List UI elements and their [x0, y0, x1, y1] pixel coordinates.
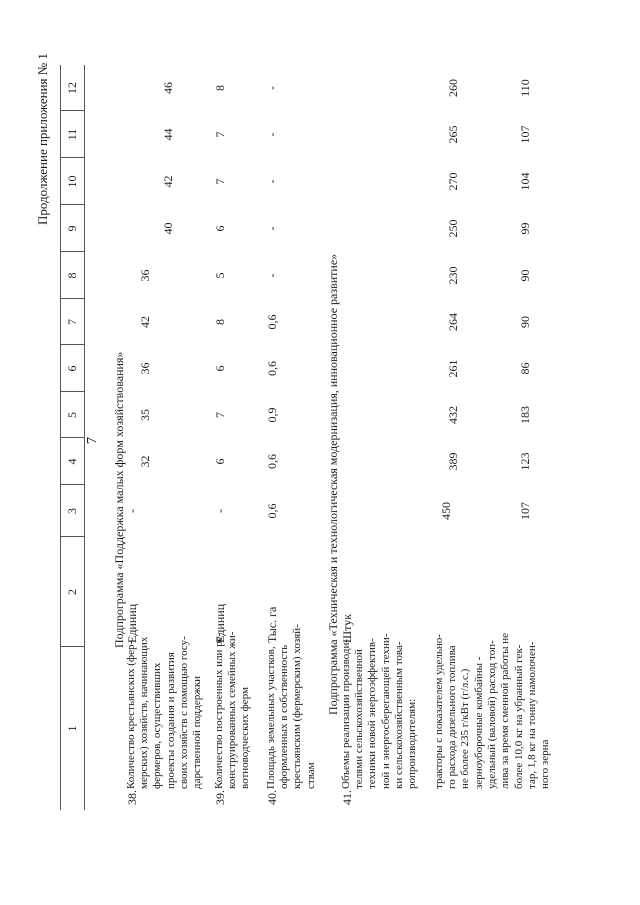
combines-label-line: лива за время сменной работы не: [499, 632, 512, 789]
tractors-col3: 450: [439, 502, 453, 520]
row-39-col7: 8: [213, 319, 227, 325]
row-41-label-line: ной и энергосберегающей техни-: [379, 633, 392, 789]
row-38-col9: 40: [161, 222, 175, 235]
row-40-col11: -: [265, 132, 279, 137]
row-41-tractors-label: [433, 634, 473, 789]
row-38-col12: 46: [161, 82, 175, 94]
row-38-col10: 42: [161, 175, 175, 188]
combines-label-line: ного зерна: [539, 739, 552, 789]
row-38-label-line: фермеров, осуществивших: [151, 662, 164, 789]
row-39-label-line: Количество построенных или ре-: [213, 632, 225, 789]
tractors-col5: 432: [446, 406, 460, 424]
row-40-col6: 0,6: [265, 361, 279, 376]
column-header-10: 10: [65, 175, 79, 188]
combines-col5: 183: [518, 406, 532, 424]
row-38-col7: 42: [138, 316, 152, 328]
row-38-label-line: дарственной поддержки: [191, 675, 204, 789]
tractors-col9: 250: [446, 219, 460, 238]
tractors-col10: 270: [446, 172, 460, 191]
row-38-label: [125, 636, 204, 789]
combines-col12: 110: [518, 79, 532, 97]
row-40-number: 40.: [265, 790, 279, 805]
row-40-col3: 0,6: [265, 503, 279, 519]
row-41-label-line: Объемы реализации производи-: [340, 638, 352, 789]
row-41-label-line: ки сельскохозяйственным това-: [392, 641, 405, 789]
column-header-1: 1: [65, 725, 79, 732]
row-38-label-line: проекты создания и развития: [164, 652, 177, 789]
combines-label-line: удельный (валовой) расход топ-: [486, 640, 499, 789]
subprogram-heading-modernization: Подпрограмма «Техническая и технологическая модернизация, инновационное развитие»: [326, 253, 340, 715]
tractors-col11: 265: [446, 125, 460, 144]
column-header-4: 4: [65, 458, 79, 465]
row-40-label-line: оформленных в собственность: [278, 644, 291, 789]
row-39-col4: 6: [213, 458, 227, 465]
tractors-col8: 230: [446, 266, 460, 285]
row-39-col6: 6: [213, 365, 227, 372]
combines-label-line: более 10,0 кг на убранный гек-: [512, 644, 525, 789]
row-38-label-line: Количество крестьянских (фер-: [125, 640, 137, 789]
row-38-col3: -: [125, 509, 139, 513]
table-header-bottom-border: [84, 65, 85, 810]
row-39-label: [213, 632, 253, 789]
combines-col11: 107: [518, 125, 532, 144]
row-38-number: 38.: [125, 790, 139, 805]
column-header-11: 11: [65, 128, 79, 141]
row-41-unit: Штук: [340, 613, 354, 643]
column-header-6: 6: [65, 365, 79, 372]
row-40-label-line: ствам: [304, 762, 317, 789]
subprogram-heading-small-farms: Подпрограмма «Поддержка малых форм хозяйствования»: [112, 351, 126, 648]
row-40-col12: -: [265, 86, 279, 90]
row-39-col12: 8: [213, 85, 227, 91]
row-40-label-line: Площадь земельных участков,: [265, 646, 277, 789]
row-39-label-line: вотноводческих ферм: [239, 687, 252, 789]
row-39-col10: 7: [213, 178, 227, 185]
combines-col4: 123: [518, 452, 532, 471]
row-39-label-line: конструированных семейных жи-: [226, 631, 239, 789]
row-41-label-line: ропроизводителям:: [406, 698, 419, 789]
row-38-col4: 32: [138, 455, 152, 468]
column-header-5: 5: [65, 412, 79, 418]
continuation-note: Продолжение приложения № 1: [35, 53, 50, 225]
column-header-8: 8: [65, 272, 79, 279]
combines-col9: 99: [518, 222, 532, 235]
row-40-col8: -: [265, 273, 279, 278]
page-number: 7: [85, 437, 100, 444]
row-38-col11: 44: [161, 128, 175, 141]
tractors-col6: 261: [446, 359, 460, 378]
tractors-label-line: не более 235 г/кВт (г/л.с.): [459, 668, 472, 789]
column-header-9: 9: [65, 225, 79, 232]
row-40-col7: 0,6: [265, 314, 279, 330]
combines-label-line: зерноуборочные комбайны -: [473, 656, 485, 789]
tractors-label-line: тракторы с показателем удельно-: [433, 634, 445, 789]
column-header-2: 2: [65, 589, 79, 595]
row-40-col4: 0,6: [265, 454, 279, 469]
row-39-unit: Единиц: [213, 603, 227, 643]
tractors-col12: 260: [446, 79, 460, 97]
combines-col8: 90: [518, 269, 532, 282]
row-41-combines-label: [473, 633, 552, 789]
row-38-col5: 35: [138, 409, 152, 421]
column-header-3: 3: [65, 508, 79, 514]
row-39-number: 39.: [213, 790, 227, 805]
row-39-col11: 7: [213, 131, 227, 138]
row-41-label: [340, 634, 419, 789]
row-40-col5: 0,9: [265, 407, 279, 423]
row-39-col9: 6: [213, 225, 227, 232]
combines-col6: 86: [518, 362, 532, 375]
column-header-12: 12: [65, 82, 79, 94]
row-40-label-line: крестьянским (фермерским) хозяй-: [291, 624, 304, 789]
row-41-number: 41.: [340, 790, 354, 805]
combines-col7: 90: [518, 316, 532, 328]
row-38-col6: 36: [138, 362, 152, 375]
tractors-col7: 264: [446, 313, 460, 331]
row-41-label-line: техники новой энергоэффектив-: [366, 638, 379, 789]
column-header-7: 7: [65, 319, 79, 325]
row-38-unit: Единиц: [125, 603, 139, 643]
row-40-label: [265, 624, 318, 789]
row-40-col9: -: [265, 226, 279, 231]
row-38-label-line: мерских) хозяйств, начинающих: [138, 636, 151, 789]
combines-col10: 104: [518, 172, 532, 191]
row-38-label-line: своих хозяйств с помощью госу-: [177, 636, 190, 789]
tractors-label-line: го расхода дизельного топлива: [446, 645, 459, 789]
combines-label-line: тар, 1,8 кг на тонну намолочен-: [525, 641, 538, 789]
tractors-col4: 389: [446, 452, 460, 471]
combines-col3: 107: [518, 502, 532, 520]
row-39-col3: -: [213, 509, 227, 513]
row-40-unit: Тыс. га: [265, 606, 279, 643]
row-39-col8: 5: [213, 272, 227, 279]
row-40-col10: -: [265, 179, 279, 184]
row-38-col8: 36: [138, 269, 152, 282]
row-39-col5: 7: [213, 412, 227, 418]
row-41-label-line: телями сельскохозяйственной: [353, 649, 366, 789]
